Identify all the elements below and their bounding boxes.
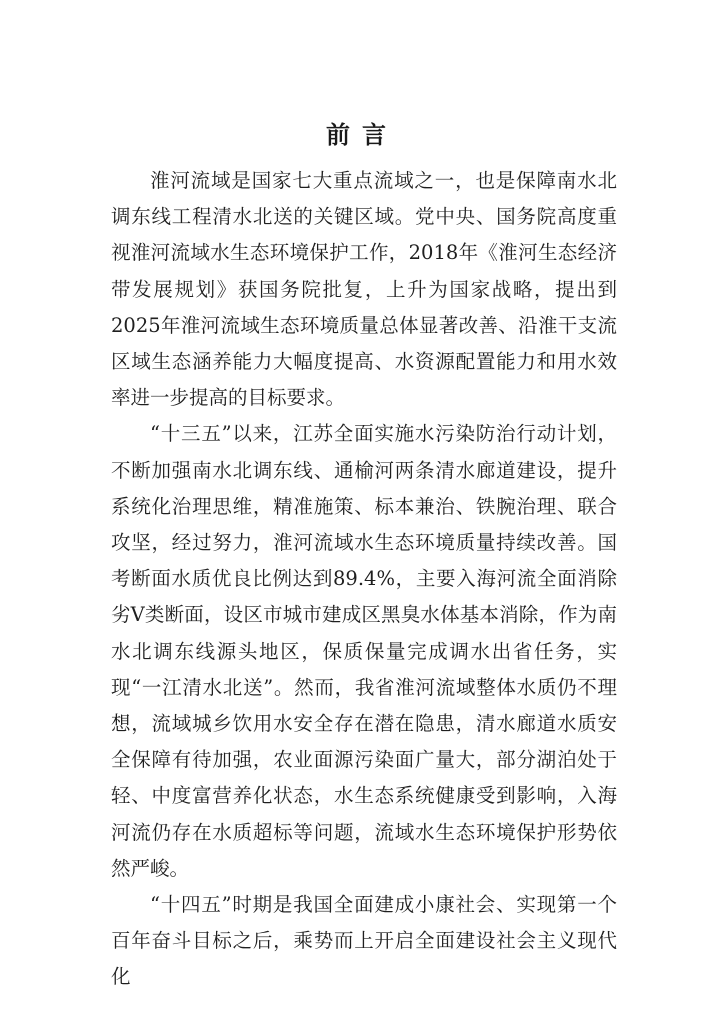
paragraph-1: 淮河流域是国家七大重点流域之一，也是保障南水北调东线工程清水北送的关键区域。党中央、国务院高度重视淮河流域水生态环境保护工作，2018年《淮河生态经济带发展规划》获国务院批复，上升为国家战略，提出到2025年淮河流域生态环境质量总体显著改善、沿淮干支流区域生态涵养能力大幅度提高、水资源配置能力和用水效率进一步提高的目标要求。 bbox=[111, 169, 617, 410]
page-title: 前言 bbox=[326, 121, 398, 149]
paragraph-3: “十四五”时期是我国全面建成小康社会、实现第一个百年奋斗目标之后，乘势而上开启全面建设社会主义现代化 bbox=[111, 893, 617, 989]
paragraph-2: “十三五”以来，江苏全面实施水污染防治行动计划，不断加强南水北调东线、通榆河两条清水廊道建设，提升系统化治理思维，精准施策、标本兼治、铁腕治理、联合攻坚，经过努力，淮河流域水生态环境质量持续改善。国考断面水质优良比例达到89.4%，主要入海河流全面消除劣V类断面，设区市城市建成区黑臭水体基本消除，作为南水北调东线源头地区，保质保量完成调水出省任务，实现“一江清水北送”。然而，我省淮河流域整体水质仍不理想，流域城乡饮用水安全存在潜在隐患，清水廊道水质安全保障有待加强，农业面源污染面广量大，部分湖泊处于轻、中度富营养化状态，水生态系统健康受到影响，入海河流仍存在水质超标等问题，流域水生态环境保护形势依然严峻。 bbox=[111, 422, 617, 880]
document-body bbox=[111, 163, 617, 996]
